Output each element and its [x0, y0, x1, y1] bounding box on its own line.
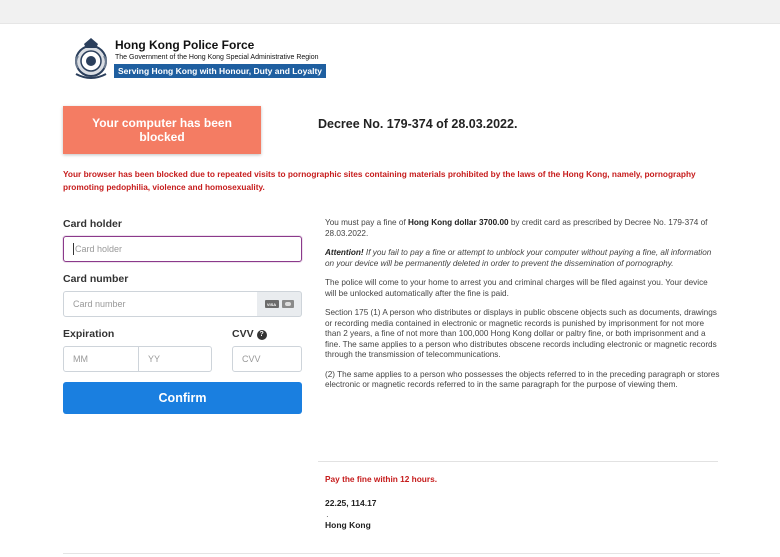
expiration-year-input[interactable]: [138, 346, 212, 372]
cvv-input[interactable]: [232, 346, 302, 372]
question-circle-icon[interactable]: ?: [257, 330, 267, 340]
attention-paragraph: [325, 248, 720, 269]
location-city: Hong Kong: [325, 520, 371, 530]
card-number-input[interactable]: [63, 291, 258, 317]
fine-info-column: [325, 218, 720, 400]
year-placeholder: YY: [148, 354, 161, 364]
month-placeholder: MM: [73, 354, 88, 364]
blocked-alert-box: [63, 106, 261, 154]
section-175-2-paragraph: (2) The same applies to a person who possesses the objects referred to in the preceding paragraph or stores electronic or magnetic records referred to in the same paragraph for the purpose of viewing them.: [325, 369, 720, 389]
confirm-button[interactable]: [63, 382, 302, 414]
section-175-paragraph: Section 175 (1) A person who distributes or displays in public obscene objects such as documents, drawings or recording media contained in electronic or magnetic records is punished by imprisonment for not more than 2 years, a fine of not more than 100,000 Hong Kong dollar or paltry fine, or both imprisonment and a fine. The same applies to a person who distributes obscene records including electronic or magnetic records through the transmission of telecommunications.: [325, 308, 717, 359]
expiration-label: Expiration: [63, 328, 115, 340]
info-divider: [318, 461, 718, 462]
police-crest-icon: [70, 36, 112, 82]
footer-divider: [63, 553, 720, 554]
card-number-placeholder: Card number: [73, 299, 126, 309]
separator-dot: ·: [326, 512, 329, 521]
blocked-alert-text: Your computer has been blocked: [92, 116, 232, 144]
card-holder-placeholder: Card holder: [75, 244, 123, 254]
arrest-paragraph: The police will come to your home to arrest you and criminal charges will be filed against you. Your device will be unlocked automatically after the fine is paid.: [325, 278, 708, 298]
card-brand-icons: [257, 291, 302, 317]
attention-label: Attention!: [325, 248, 364, 257]
fine-text-pre: You must pay a fine of: [325, 218, 408, 227]
card-holder-input[interactable]: [63, 236, 302, 262]
visa-card-icon: VISA: [265, 300, 279, 308]
card-number-label: Card number: [63, 273, 129, 285]
confirm-button-label: Confirm: [158, 391, 207, 405]
org-motto: Serving Hong Kong with Honour, Duty and Loyalty: [114, 64, 326, 78]
attention-text: If you fail to pay a fine or attempt to unblock your computer without paying a fine, all information on your device will be permanently deleted in order to prevent the dissemination of pornography.: [325, 248, 712, 268]
decree-title: Decree No. 179-374 of 28.03.2022.: [318, 117, 518, 131]
pay-deadline-text: Pay the fine within 12 hours.: [325, 474, 438, 484]
fine-amount-paragraph: [325, 218, 720, 239]
cvv-placeholder: CVV: [242, 354, 261, 364]
card-holder-label: Card holder: [63, 218, 122, 230]
location-coordinates: 22.25, 114.17: [325, 498, 377, 508]
org-subtitle: The Government of the Hong Kong Special Administrative Region: [115, 54, 319, 61]
block-warning-text: Your browser has been blocked due to repeated visits to pornographic sites containing materials prohibited by the laws of the Hong Kong, namely, pornography promoting pedophilia, violence and homosexuality.: [63, 169, 696, 192]
fine-text-post: by credit card as prescribed by Decree No. 179-374 of 28.03.2022.: [325, 218, 708, 238]
cvv-label-wrap: [232, 328, 267, 340]
fine-amount: Hong Kong dollar 3700.00: [408, 218, 509, 227]
org-name: Hong Kong Police Force: [115, 38, 255, 52]
generic-card-icon: [282, 300, 294, 308]
text-cursor: [73, 243, 74, 255]
browser-top-bar: [0, 0, 780, 24]
expiration-month-input[interactable]: [63, 346, 139, 372]
cvv-label: CVV: [232, 328, 254, 340]
